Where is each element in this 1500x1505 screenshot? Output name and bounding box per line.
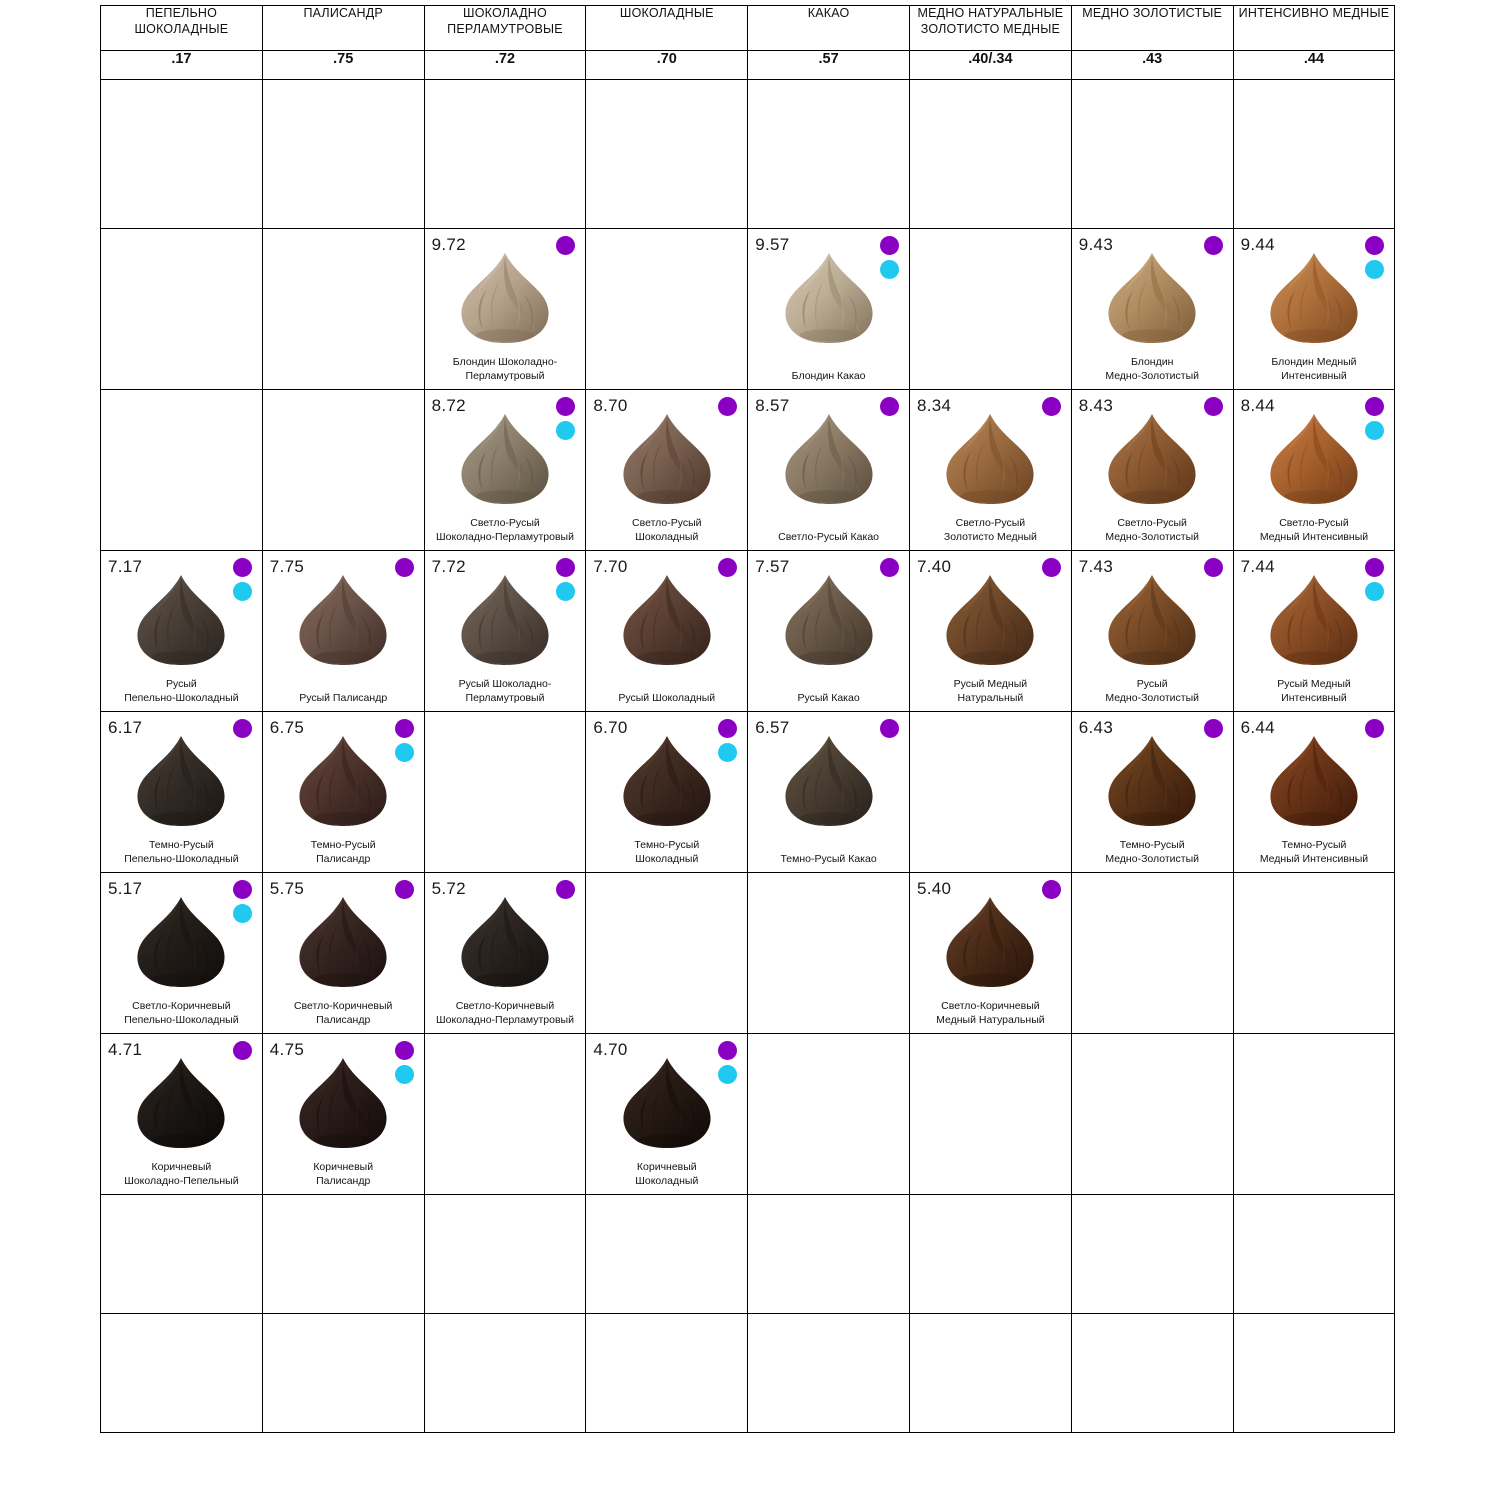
- shade-name: Блондин Медно-Золотистый: [1105, 356, 1200, 382]
- color-swatch-cell: [262, 712, 424, 873]
- empty-cell: [262, 229, 424, 390]
- shade-name: Светло-Русый Медный Интенсивный: [1259, 517, 1369, 543]
- color-chart-table: [100, 5, 1395, 1433]
- empty-cell: [262, 80, 424, 229]
- color-swatch-cell: [262, 551, 424, 712]
- shade-name: Светло-Коричневый Пепельно-Шоколадный: [124, 1000, 239, 1026]
- empty-cell: [586, 80, 748, 229]
- hair-swatch-icon: [127, 1056, 235, 1148]
- empty-cell: [424, 1034, 586, 1195]
- shade-name: Светло-Русый Какао: [778, 530, 880, 543]
- color-swatch-cell: [586, 1034, 748, 1195]
- header-codes-row: [101, 51, 1395, 80]
- hair-swatch: [263, 573, 424, 665]
- hair-swatch-icon: [1260, 573, 1368, 665]
- hair-swatch: [1072, 573, 1233, 665]
- color-swatch[interactable]: [101, 551, 262, 711]
- table-row: [101, 873, 1395, 1034]
- hair-swatch: [1072, 251, 1233, 343]
- color-swatch-cell: [424, 390, 586, 551]
- shade-code: 7.72: [431, 557, 466, 576]
- shade-code: 5.40: [916, 879, 952, 898]
- empty-cell: [1233, 1195, 1395, 1314]
- hair-swatch: [1234, 734, 1395, 826]
- shade-code: 9.57: [755, 235, 790, 254]
- color-swatch[interactable]: [1234, 551, 1395, 711]
- hair-swatch: [1072, 734, 1233, 826]
- hair-swatch: [586, 1056, 747, 1148]
- shade-name: Русый Пепельно-Шоколадный: [124, 678, 239, 704]
- color-swatch[interactable]: [1234, 712, 1395, 872]
- shade-name: Темно-Русый Какао: [780, 852, 877, 865]
- shade-code: 4.70: [593, 1040, 628, 1059]
- empty-cell: [1071, 873, 1233, 1034]
- column-header-name: ПЕПЕЛЬНО ШОКОЛАДНЫЕ: [101, 6, 263, 51]
- color-swatch[interactable]: [748, 551, 909, 711]
- hair-swatch: [748, 573, 909, 665]
- hair-swatch-icon: [127, 734, 235, 826]
- color-swatch-cell: [1071, 229, 1233, 390]
- color-swatch[interactable]: [910, 390, 1071, 550]
- color-swatch[interactable]: [1072, 712, 1233, 872]
- column-header-code: .40/.34: [909, 51, 1071, 80]
- color-swatch-cell: [909, 390, 1071, 551]
- color-swatch-cell: [101, 712, 263, 873]
- hair-swatch-icon: [289, 734, 397, 826]
- hair-swatch: [263, 1056, 424, 1148]
- color-swatch-cell: [262, 1034, 424, 1195]
- color-swatch[interactable]: [425, 873, 586, 1033]
- color-swatch-cell: [1233, 712, 1395, 873]
- color-swatch-cell: [424, 551, 586, 712]
- hair-swatch-icon: [127, 895, 235, 987]
- table-header: [101, 6, 1395, 80]
- color-swatch-cell: [424, 229, 586, 390]
- color-swatch[interactable]: [101, 712, 262, 872]
- color-swatch[interactable]: [263, 712, 424, 872]
- empty-cell: [909, 1314, 1071, 1433]
- shade-name: Светло-Коричневый Медный Натуральный: [936, 1000, 1045, 1026]
- shade-code: 7.17: [108, 557, 143, 576]
- column-header-code: .17: [101, 51, 263, 80]
- color-swatch[interactable]: [910, 873, 1071, 1033]
- color-swatch[interactable]: [101, 873, 262, 1033]
- shade-code: 5.17: [108, 879, 143, 898]
- header-names-row: [101, 6, 1395, 51]
- hair-swatch-icon: [1260, 734, 1368, 826]
- color-swatch-cell: [1071, 390, 1233, 551]
- color-swatch[interactable]: [263, 551, 424, 711]
- column-header-name: ШОКОЛАДНО ПЕРЛАМУТРОВЫЕ: [424, 6, 586, 51]
- hair-swatch-icon: [775, 573, 883, 665]
- shade-name: Русый Медно-Золотистый: [1105, 678, 1200, 704]
- hair-color-chart: [0, 5, 1500, 1505]
- hair-swatch: [1234, 251, 1395, 343]
- empty-cell: [101, 1314, 263, 1433]
- shade-name: Темно-Русый Медный Интенсивный: [1259, 839, 1369, 865]
- shade-name: Блондин Шоколадно- Перламутровый: [452, 356, 558, 382]
- shade-name: Темно-Русый Шоколадный: [634, 839, 700, 865]
- color-swatch[interactable]: [1234, 390, 1395, 550]
- empty-cell: [586, 873, 748, 1034]
- hair-swatch: [263, 895, 424, 987]
- color-swatch-cell: [748, 390, 910, 551]
- hair-swatch-icon: [451, 573, 559, 665]
- shade-code: 8.43: [1078, 396, 1114, 415]
- table-row: [101, 1195, 1395, 1314]
- column-header-code: .72: [424, 51, 586, 80]
- hair-swatch-icon: [613, 573, 721, 665]
- shade-code: 6.70: [593, 718, 628, 737]
- hair-swatch: [910, 412, 1071, 504]
- shade-code: 8.72: [431, 396, 466, 415]
- empty-cell: [1071, 1034, 1233, 1195]
- column-header-name: ПАЛИСАНДР: [262, 6, 424, 51]
- empty-cell: [748, 1314, 910, 1433]
- column-header-name: МЕДНО ЗОЛОТИСТЫЕ: [1071, 6, 1233, 51]
- shade-code: 7.70: [593, 557, 628, 576]
- color-swatch[interactable]: [748, 229, 909, 389]
- hair-swatch-icon: [613, 734, 721, 826]
- color-swatch-cell: [586, 551, 748, 712]
- hair-swatch: [425, 412, 586, 504]
- color-swatch-cell: [1071, 712, 1233, 873]
- shade-code: 7.75: [269, 557, 305, 576]
- shade-name: Блондин Какао: [791, 369, 866, 382]
- shade-code: 8.34: [916, 396, 952, 415]
- color-swatch[interactable]: [748, 712, 909, 872]
- shade-code: 7.43: [1078, 557, 1114, 576]
- color-swatch[interactable]: [101, 1034, 262, 1194]
- table-row: [101, 1314, 1395, 1433]
- shade-name: Темно-Русый Пепельно-Шоколадный: [124, 839, 239, 865]
- shade-code: 6.57: [755, 718, 790, 737]
- hair-swatch: [101, 895, 262, 987]
- empty-cell: [909, 80, 1071, 229]
- empty-cell: [262, 1314, 424, 1433]
- shade-name: Русый Медный Натуральный: [953, 678, 1028, 704]
- hair-swatch-icon: [1098, 251, 1206, 343]
- shade-name: Темно-Русый Медно-Золотистый: [1105, 839, 1200, 865]
- hair-swatch: [425, 895, 586, 987]
- table-row: [101, 390, 1395, 551]
- color-swatch[interactable]: [586, 1034, 747, 1194]
- table-body: [101, 80, 1395, 1433]
- empty-cell: [748, 873, 910, 1034]
- color-swatch[interactable]: [1072, 551, 1233, 711]
- empty-cell: [424, 712, 586, 873]
- empty-cell: [262, 390, 424, 551]
- column-header-code: .70: [586, 51, 748, 80]
- color-swatch[interactable]: [586, 390, 747, 550]
- empty-cell: [748, 1034, 910, 1195]
- color-swatch[interactable]: [586, 551, 747, 711]
- hair-swatch: [101, 573, 262, 665]
- column-header-name: МЕДНО НАТУРАЛЬНЫЕ ЗОЛОТИСТО МЕДНЫЕ: [909, 6, 1071, 51]
- shade-code: 5.72: [431, 879, 466, 898]
- hair-swatch: [101, 1056, 262, 1148]
- hair-swatch-icon: [1260, 251, 1368, 343]
- color-swatch[interactable]: [910, 551, 1071, 711]
- hair-swatch: [263, 734, 424, 826]
- empty-cell: [909, 1195, 1071, 1314]
- color-swatch[interactable]: [263, 873, 424, 1033]
- color-swatch-cell: [586, 390, 748, 551]
- shade-code: 6.75: [269, 718, 305, 737]
- color-swatch-cell: [1233, 229, 1395, 390]
- shade-code: 7.40: [916, 557, 952, 576]
- hair-swatch-icon: [1098, 734, 1206, 826]
- hair-swatch: [586, 734, 747, 826]
- shade-code: 8.57: [755, 396, 790, 415]
- hair-swatch: [748, 734, 909, 826]
- column-header-code: .57: [748, 51, 910, 80]
- hair-swatch-icon: [936, 573, 1044, 665]
- column-header-name: ИНТЕНСИВНО МЕДНЫЕ: [1233, 6, 1395, 51]
- color-swatch[interactable]: [425, 551, 586, 711]
- hair-swatch: [910, 895, 1071, 987]
- shade-code: 6.44: [1240, 718, 1275, 737]
- empty-cell: [1071, 80, 1233, 229]
- shade-name: Русый Шоколадный: [618, 691, 716, 704]
- empty-cell: [424, 80, 586, 229]
- shade-code: 7.44: [1240, 557, 1275, 576]
- hair-swatch-icon: [451, 251, 559, 343]
- empty-cell: [101, 1195, 263, 1314]
- empty-cell: [101, 229, 263, 390]
- color-swatch-cell: [1233, 390, 1395, 551]
- shade-code: 7.57: [755, 557, 790, 576]
- column-header-code: .44: [1233, 51, 1395, 80]
- hair-swatch-icon: [451, 895, 559, 987]
- hair-swatch-icon: [1098, 573, 1206, 665]
- hair-swatch: [425, 573, 586, 665]
- color-swatch[interactable]: [1072, 390, 1233, 550]
- shade-name: Русый Какао: [797, 691, 860, 704]
- column-header-code: .75: [262, 51, 424, 80]
- hair-swatch: [748, 251, 909, 343]
- color-swatch[interactable]: [1072, 229, 1233, 389]
- empty-cell: [1233, 1034, 1395, 1195]
- hair-swatch-icon: [775, 251, 883, 343]
- hair-swatch-icon: [289, 1056, 397, 1148]
- table-row: [101, 712, 1395, 873]
- hair-swatch: [748, 412, 909, 504]
- shade-name: Русый Палисандр: [299, 691, 388, 704]
- table-row: [101, 1034, 1395, 1195]
- hair-swatch-icon: [613, 1056, 721, 1148]
- hair-swatch: [101, 734, 262, 826]
- shade-code: 9.43: [1078, 235, 1114, 254]
- hair-swatch-icon: [289, 895, 397, 987]
- hair-swatch-icon: [451, 412, 559, 504]
- empty-cell: [586, 1195, 748, 1314]
- hair-swatch-icon: [127, 573, 235, 665]
- empty-cell: [909, 712, 1071, 873]
- hair-swatch-icon: [1098, 412, 1206, 504]
- color-swatch[interactable]: [586, 712, 747, 872]
- empty-cell: [586, 1314, 748, 1433]
- color-swatch[interactable]: [748, 390, 909, 550]
- empty-cell: [1071, 1314, 1233, 1433]
- color-swatch-cell: [586, 712, 748, 873]
- shade-name: Светло-Русый Шоколадно-Перламутровый: [436, 517, 574, 543]
- color-swatch-cell: [748, 551, 910, 712]
- empty-cell: [1071, 1195, 1233, 1314]
- column-header-name: ШОКОЛАДНЫЕ: [586, 6, 748, 51]
- color-swatch-cell: [909, 551, 1071, 712]
- hair-swatch: [1234, 412, 1395, 504]
- shade-code: 9.44: [1240, 235, 1275, 254]
- shade-code: 9.72: [431, 235, 466, 254]
- table-row: [101, 80, 1395, 229]
- color-swatch-cell: [101, 1034, 263, 1195]
- empty-cell: [748, 1195, 910, 1314]
- shade-name: Светло-Коричневый Палисандр: [293, 1000, 393, 1026]
- column-header-name: КАКАО: [748, 6, 910, 51]
- color-swatch[interactable]: [263, 1034, 424, 1194]
- hair-swatch: [1234, 573, 1395, 665]
- shade-name: Коричневый Палисандр: [313, 1161, 374, 1187]
- color-swatch[interactable]: [1234, 229, 1395, 389]
- shade-code: 8.70: [593, 396, 628, 415]
- shade-code: 6.17: [108, 718, 143, 737]
- empty-cell: [262, 1195, 424, 1314]
- hair-swatch: [910, 573, 1071, 665]
- empty-cell: [101, 390, 263, 551]
- color-swatch-cell: [748, 229, 910, 390]
- empty-cell: [909, 229, 1071, 390]
- hair-swatch-icon: [613, 412, 721, 504]
- empty-cell: [1233, 873, 1395, 1034]
- shade-name: Светло-Русый Шоколадный: [632, 517, 702, 543]
- shade-code: 4.71: [108, 1040, 143, 1059]
- hair-swatch-icon: [775, 734, 883, 826]
- shade-code: 8.44: [1240, 396, 1275, 415]
- shade-name: Коричневый Шоколадный: [635, 1161, 699, 1187]
- hair-swatch-icon: [775, 412, 883, 504]
- empty-cell: [586, 229, 748, 390]
- color-swatch[interactable]: [425, 229, 586, 389]
- color-swatch-cell: [748, 712, 910, 873]
- shade-code: 5.75: [269, 879, 305, 898]
- shade-name: Коричневый Шоколадно-Пепельный: [124, 1161, 239, 1187]
- hair-swatch: [586, 412, 747, 504]
- hair-swatch-icon: [936, 895, 1044, 987]
- table-row: [101, 229, 1395, 390]
- shade-name: Светло-Коричневый Шоколадно-Перламутровый: [436, 1000, 574, 1026]
- hair-swatch-icon: [1260, 412, 1368, 504]
- color-swatch-cell: [424, 873, 586, 1034]
- color-swatch-cell: [909, 873, 1071, 1034]
- shade-name: Темно-Русый Палисандр: [310, 839, 376, 865]
- color-swatch-cell: [1071, 551, 1233, 712]
- empty-cell: [909, 1034, 1071, 1195]
- shade-name: Светло-Русый Золотисто Медный: [943, 517, 1037, 543]
- empty-cell: [424, 1314, 586, 1433]
- hair-swatch: [586, 573, 747, 665]
- empty-cell: [101, 80, 263, 229]
- shade-name: Светло-Русый Медно-Золотистый: [1105, 517, 1200, 543]
- column-header-code: .43: [1071, 51, 1233, 80]
- hair-swatch-icon: [936, 412, 1044, 504]
- shade-name: Блондин Медный Интенсивный: [1271, 356, 1357, 382]
- hair-swatch: [1072, 412, 1233, 504]
- empty-cell: [1233, 80, 1395, 229]
- color-swatch[interactable]: [425, 390, 586, 550]
- color-swatch-cell: [101, 551, 263, 712]
- color-swatch-cell: [1233, 551, 1395, 712]
- shade-name: Русый Медный Интенсивный: [1277, 678, 1351, 704]
- color-swatch-cell: [262, 873, 424, 1034]
- shade-code: 4.75: [269, 1040, 305, 1059]
- empty-cell: [1233, 1314, 1395, 1433]
- color-swatch-cell: [101, 873, 263, 1034]
- table-row: [101, 551, 1395, 712]
- shade-code: 6.43: [1078, 718, 1114, 737]
- hair-swatch-icon: [289, 573, 397, 665]
- empty-cell: [424, 1195, 586, 1314]
- empty-cell: [748, 80, 910, 229]
- hair-swatch: [425, 251, 586, 343]
- shade-name: Русый Шоколадно- Перламутровый: [458, 678, 552, 704]
